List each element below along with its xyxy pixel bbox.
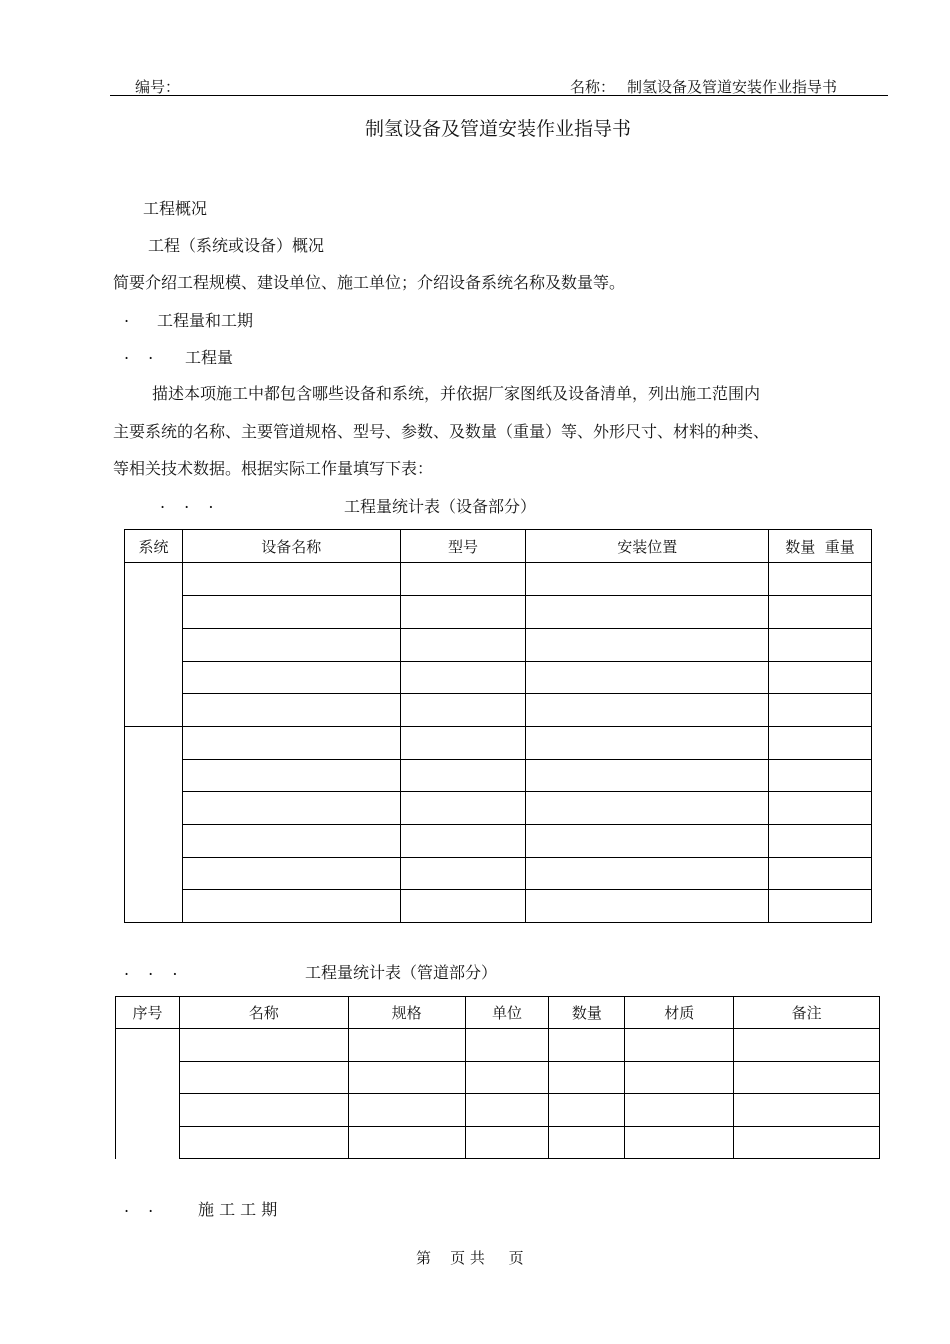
- subsection-heading-overview: 工程（系统或设备）概况: [148, 236, 325, 255]
- table-row: [125, 825, 872, 858]
- table1-caption: 工程量统计表（设备部分）: [344, 497, 537, 516]
- table2-header-unit: 单位: [465, 997, 549, 1029]
- page-title: 制氢设备及管道安装作业指导书: [365, 118, 632, 140]
- document-name-value: 制氢设备及管道安装作业指导书: [627, 78, 838, 96]
- table2-header-seq: 序号: [116, 997, 180, 1029]
- system-group-cell[interactable]: [125, 563, 183, 727]
- table-row: [125, 596, 872, 629]
- qty-paragraph-line-2: 主要系统的名称、主要管道规格、型号、参数、及数量（重量）等、外形尺寸、材料的种类、: [113, 422, 770, 441]
- equipment-quantity-table: [124, 529, 872, 923]
- section-heading-qty: 工程量: [185, 348, 234, 367]
- table2-header-qty: 数量: [549, 997, 625, 1029]
- table-row: [125, 890, 872, 923]
- seq-group-cell[interactable]: [116, 1029, 180, 1159]
- table1-header-qty-weight: 数量 重量: [769, 530, 872, 563]
- section-heading-qty-period: 工程量和工期: [157, 311, 254, 330]
- system-group-cell[interactable]: [125, 727, 183, 923]
- document-name-label: 名称：: [570, 78, 616, 96]
- qty-paragraph-line-3: 等相关技术数据。根据实际工作量填写下表：: [113, 459, 434, 478]
- table1-header-model: 型号: [400, 530, 526, 563]
- table-row: [125, 760, 872, 792]
- table2-header-remark: 备注: [734, 997, 880, 1029]
- table1-header-system: 系统: [125, 530, 183, 563]
- table-row: [125, 662, 872, 694]
- table1-header-equipment-name: 设备名称: [182, 530, 400, 563]
- table-row: [125, 792, 872, 825]
- table-row: [125, 563, 872, 596]
- table-row: [116, 1127, 880, 1159]
- table-row: [125, 629, 872, 662]
- section-number-period: . .: [124, 1197, 154, 1216]
- table2-header-material: 材质: [625, 997, 734, 1029]
- table2-caption: 工程量统计表（管道部分）: [305, 963, 498, 982]
- table-row: [116, 1062, 880, 1094]
- section-heading-period: 施 工 工 期: [198, 1200, 278, 1219]
- table-row: [116, 1029, 880, 1062]
- section-heading-overview: 工程概况: [143, 199, 208, 218]
- piping-quantity-table: [115, 996, 880, 1159]
- table1-header-install-location: 安装位置: [526, 530, 769, 563]
- table2-number: . . .: [124, 960, 178, 979]
- table-row: [125, 858, 872, 890]
- qty-paragraph-line-1: 描述本项施工中都包含哪些设备和系统，并依据厂家图纸及设备清单，列出施工范围内: [152, 384, 761, 403]
- document-number-label: 编号：: [135, 78, 181, 96]
- header-rule: [110, 95, 888, 96]
- page-number-footer: 第 页 共 页: [416, 1249, 524, 1267]
- section-number-qty: . .: [124, 344, 154, 363]
- table-row: [125, 694, 872, 727]
- overview-paragraph: 简要介绍工程规模、建设单位、施工单位；介绍设备系统名称及数量等。: [113, 273, 626, 292]
- section-number-qty-period: .: [124, 307, 130, 326]
- table-row: [125, 727, 872, 760]
- table1-number: . . .: [160, 493, 214, 512]
- table2-header-spec: 规格: [348, 997, 465, 1029]
- table2-header-name: 名称: [179, 997, 348, 1029]
- table-row: [116, 1094, 880, 1127]
